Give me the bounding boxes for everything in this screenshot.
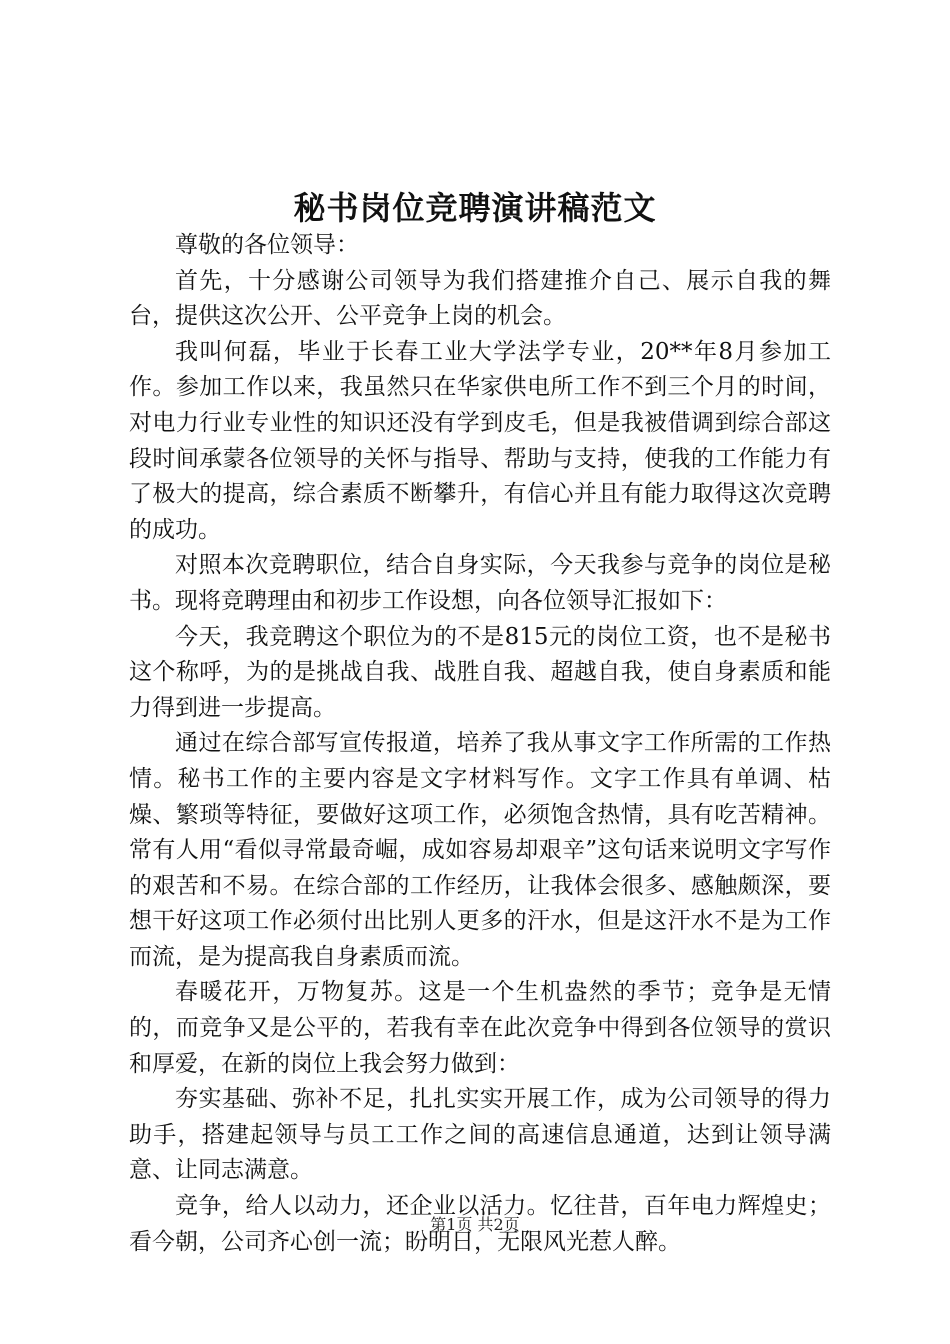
paragraph: 我叫何磊，毕业于长春工业大学法学专业，20**年8月参加工作。参加工作以来，我虽然只在华家供电所工作不到三个月的时间，对电力行业专业性的知识还没有学到皮毛，但是我被借调到综合部这段时间承蒙各位领导的关怀与指导、帮助与支持，使我的工作能力有了极大的提高，综合素质不断攀升，有信心并且有能力取得这次竞聘的成功。 <box>129 338 831 543</box>
paragraph: 对照本次竞聘职位，结合自身实际，今天我参与竞争的岗位是秘书。现将竞聘理由和初步工作设想，向各位领导汇报如下： <box>129 552 831 614</box>
paragraph: 通过在综合部写宣传报道，培养了我从事文字工作所需的工作热情。秘书工作的主要内容是文字材料写作。文字工作具有单调、枯燥、繁琐等特征，要做好这项工作，必须饱含热情，具有吃苦精神。常有人用“看似寻常最奇崛，成如容易却艰辛”这句话来说明文字写作的艰苦和不易。在综合部的工作经历，让我体会很多、感触颇深，要想干好这项工作必须付出比别人更多的汗水，但是这汗水不是为工作而流，是为提高我自身素质而流。 <box>129 730 831 970</box>
paragraph: 首先，十分感谢公司领导为我们搭建推介自己、展示自我的舞台，提供这次公开、公平竞争上岗的机会。 <box>129 267 831 330</box>
paragraph-salutation: 尊敬的各位领导： <box>175 232 359 258</box>
paragraph: 竞争，给人以动力，还企业以活力。忆往昔，百年电力辉煌史；看今朝，公司齐心创一流；盼明日，无限风光惹人醉。 <box>129 1193 831 1255</box>
page-number-footer: 第1页 共2页 <box>430 1215 520 1234</box>
paragraph: 春暖花开，万物复苏。这是一个生机盎然的季节；竞争是无情的，而竞争又是公平的，若我有幸在此次竞争中得到各位领导的赏识和厚爱，在新的岗位上我会努力做到： <box>129 979 831 1077</box>
paragraph: 夯实基础、弥补不足，扎扎实实开展工作，成为公司领导的得力助手，搭建起领导与员工工作之间的高速信息通道，达到让领导满意、让同志满意。 <box>129 1086 831 1184</box>
paragraph: 今天，我竞聘这个职位为的不是815元的岗位工资，也不是秘书这个称呼，为的是挑战自我、战胜自我、超越自我，使自身素质和能力得到进一步提高。 <box>129 623 831 721</box>
document-title: 秘书岗位竞聘演讲稿范文 <box>293 189 657 227</box>
document-body <box>129 228 831 1260</box>
